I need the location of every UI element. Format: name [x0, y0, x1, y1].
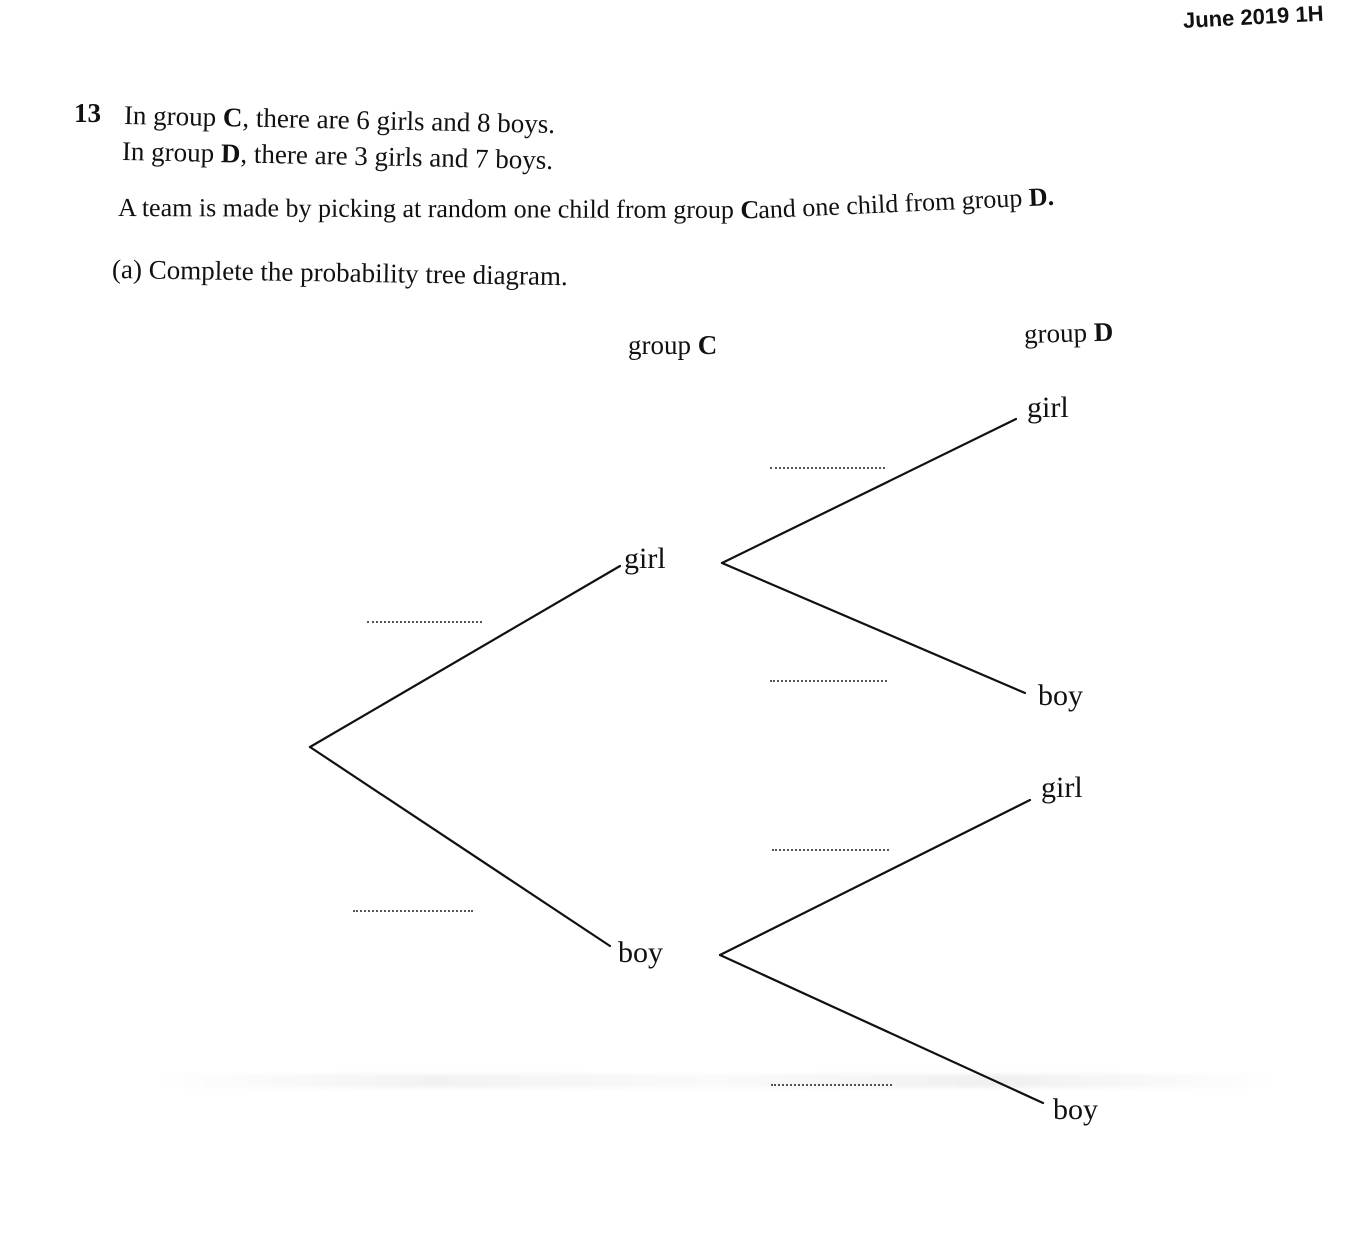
line1-post: , there are 6 girls and 8 boys. — [242, 102, 556, 140]
node-group-d-boy-after-girl: boy — [1038, 679, 1083, 712]
branch-c-girl — [310, 566, 620, 747]
line1-pre: In group — [123, 100, 224, 133]
answer-blank-girl-d-girl[interactable] — [770, 467, 885, 469]
branch-boy-d-girl — [720, 800, 1030, 955]
group-d-heading-letter: D — [1093, 316, 1114, 348]
line3-post: . — [1047, 181, 1055, 212]
paper-tag: June 2019 1H — [1182, 0, 1325, 33]
group-d-heading-word: group — [1023, 317, 1095, 349]
line2-pre: In group — [121, 136, 222, 169]
node-group-d-boy-after-boy: boy — [1053, 1093, 1098, 1126]
line3-group2: D — [1028, 182, 1049, 212]
branch-girl-d-girl — [722, 419, 1016, 563]
node-group-c-boy: boy — [618, 936, 663, 969]
group-c-heading-letter: C — [697, 330, 718, 360]
part-a-instruction: (a) Complete the probability tree diagram. — [111, 254, 569, 292]
line3-group1: C — [740, 195, 760, 225]
answer-blank-c-girl[interactable] — [367, 621, 482, 623]
answer-blank-c-boy[interactable] — [353, 910, 473, 912]
line3-pre: A team is made by picking at random one child from group — [117, 193, 741, 225]
line1-group: C — [222, 102, 243, 133]
answer-blank-girl-d-boy[interactable] — [770, 680, 887, 682]
question-number: 13 — [74, 98, 101, 128]
group-c-heading-word: group — [628, 330, 698, 360]
node-group-c-girl: girl — [624, 542, 666, 575]
answer-blank-boy-d-girl[interactable] — [772, 849, 889, 851]
line2-group: D — [220, 138, 241, 169]
line3-mid: and one child from group — [757, 182, 1030, 225]
branch-girl-d-boy — [722, 563, 1025, 693]
line2-post: , there are 3 girls and 7 boys. — [240, 138, 554, 176]
node-group-d-girl-after-girl: girl — [1027, 391, 1069, 424]
node-group-d-girl-after-boy: girl — [1041, 771, 1083, 804]
scan-artifact — [150, 1074, 1280, 1088]
branch-c-boy — [310, 747, 610, 946]
